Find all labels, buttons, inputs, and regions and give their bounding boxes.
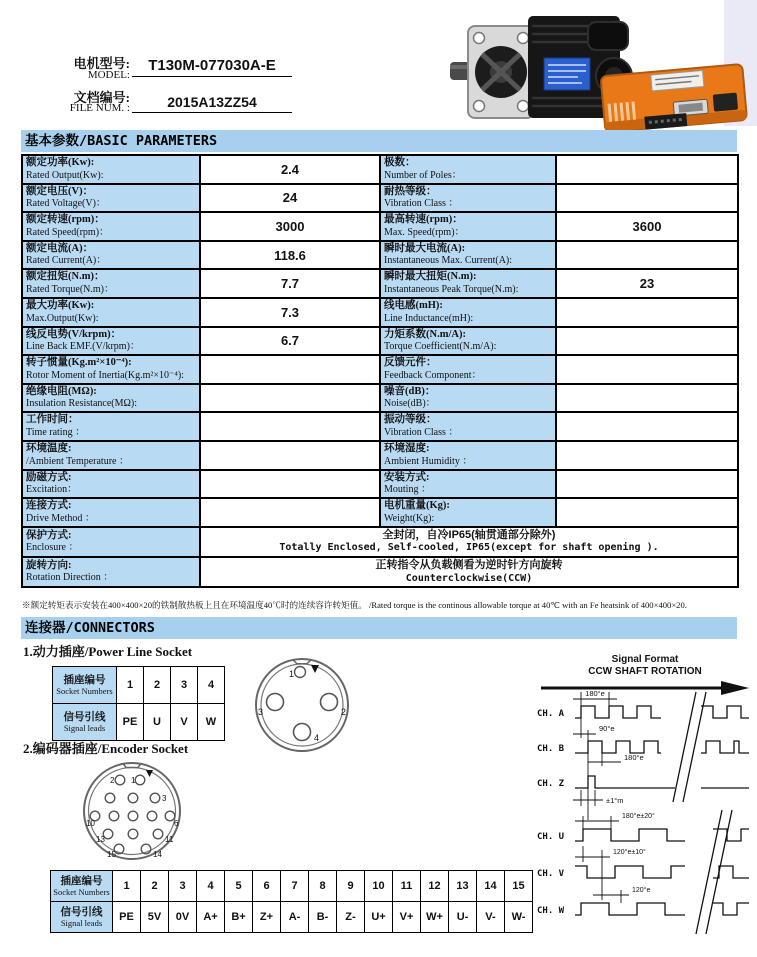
channel-label-v: CH. V [537,869,565,879]
param-span-row [22,557,738,587]
socket-number-cell: 3 [169,871,197,902]
param-value-right [556,384,738,413]
param-label-left: 线反电势(V/krpm)： Line Back EMF.(V/krpm)： [22,327,200,356]
signal-lead-cell: 0V [169,902,197,933]
param-value-right [556,412,738,441]
param-value-left [200,470,380,499]
param-value-right: 23 [556,269,738,298]
model-value: T130M-077030A-E [132,57,292,77]
encoder-pin-label-11: 11 [165,835,174,844]
param-row [22,269,738,298]
signal-lead-cell: U- [449,902,477,933]
socket-number-cell: 5 [225,871,253,902]
basic-parameters-body [22,155,738,587]
encoder-pin-label-6: 6 [174,819,179,828]
power-pin-label-4: 4 [314,733,320,743]
socket-number-cell: 3 [171,667,198,704]
socket-number-cell: 2 [144,667,171,704]
channel-label-z: CH. Z [537,779,565,789]
signal-lead-cell: B+ [225,902,253,933]
signal-lead-row [51,902,533,933]
socket-number-cell: 11 [393,871,421,902]
signal-lead-cell: B- [309,902,337,933]
signal-lead-cell: V+ [393,902,421,933]
param-label-right: 极数： Number of Poles： [380,155,556,184]
socket-number-cell: 4 [197,871,225,902]
socket-numbers-header: 插座编号 Socket Numbers [51,871,113,902]
signal-lead-cell: U+ [365,902,393,933]
section-connectors: 连接器/CONNECTORS [21,617,737,639]
socket-number-cell: 12 [421,871,449,902]
param-label-right: 力矩系数(N.m/A): Torque Coefficient(N.m/A): [380,327,556,356]
file-number-value: 2015A13ZZ54 [132,94,292,113]
footnote: ※额定转矩表示安装在400×400×20的铁制散热板上且在环境温度40℃时的连续容许转矩值。 /Rated torque is the continous allowable torque at 40℃ with an Fe heatsink of 400×400×20. [22,600,687,610]
socket-number-cell: 14 [477,871,505,902]
encoder-pin-label-1: 1 [131,776,136,785]
param-value-right [556,355,738,384]
signal-lead-cell: A- [281,902,309,933]
socket-number-cell: 7 [281,871,309,902]
channel-label-u: CH. U [537,832,565,842]
param-value-left: 7.3 [200,298,380,327]
param-value-left: 2.4 [200,155,380,184]
signal-lead-cell: Z+ [253,902,281,933]
param-label-left: 额定电流(A)： Rated Current(A)： [22,241,200,270]
param-value-right [556,241,738,270]
servo-driver-photo [595,50,755,138]
model-label-en: MODEL: [87,69,130,81]
param-value-left: 24 [200,184,380,213]
annotation-vw-phase: 120°e [632,887,651,894]
param-row [22,470,738,499]
socket-number-row [53,667,225,704]
signal-lead-cell: W [198,704,225,741]
power-pin-label-1: 1 [289,669,295,679]
param-label-left: 转子惯量(Kg.m²×10⁻⁴): Rotor Moment of Inertia(Kg.m²×10⁻⁴): [22,355,200,384]
file-label-zh: 文档编号: [73,90,130,105]
encoder-connector-diagram [78,758,188,862]
annotation-ab-phase: 90°e [599,724,615,733]
param-span-row [22,527,738,557]
param-value-left: 118.6 [200,241,380,270]
signal-leads-header: 信号引线 Signal leads [51,902,113,933]
param-value-right [556,298,738,327]
param-value-right [556,184,738,213]
param-row [22,412,738,441]
power-socket-title: 1.动力插座/Power Line Socket [23,644,193,659]
encoder-pin-label-14: 14 [153,850,162,859]
param-value-right [556,470,738,499]
param-row [22,441,738,470]
annotation-a-period: 180°e [585,689,605,698]
signal-leads-header: 信号引线 Signal leads [53,704,117,741]
param-row [22,298,738,327]
encoder-socket-table [50,870,533,933]
encoder-pin-label-3: 3 [162,794,167,803]
signal-lead-cell: Z- [337,902,365,933]
encoder-socket-body [51,871,533,933]
signal-lead-cell: 5V [141,902,169,933]
param-label-right: 最高转速(rpm)： Max. Speed(rpm)： [380,212,556,241]
param-row [22,241,738,270]
param-row [22,498,738,527]
param-row [22,184,738,213]
param-value-left [200,441,380,470]
socket-number-cell: 9 [337,871,365,902]
socket-numbers-header: 插座编号 Socket Numbers [53,667,117,704]
annotation-z-width: ±1°m [606,796,624,805]
param-value-left [200,384,380,413]
socket-number-cell: 13 [449,871,477,902]
param-value-right [556,155,738,184]
param-value-right: 3600 [556,212,738,241]
power-connector-diagram [245,655,361,757]
param-row [22,155,738,184]
model-label-zh: 电机型号: [73,56,130,71]
annotation-u-width: 180°e±20° [622,813,655,820]
param-label-left: 额定电压(V)： Rated Voltage(V)： [22,184,200,213]
param-label-right: 振动等级： Vibration Class ： [380,412,556,441]
param-value-left [200,498,380,527]
encoder-pin-label-10: 10 [86,819,95,828]
file-label-en: FILE NUM. : [69,102,130,114]
encoder-pin-label-13: 13 [96,835,105,844]
basic-parameters-table [21,154,739,588]
signal-title-1: Signal Format [611,654,679,665]
socket-number-cell: 15 [505,871,533,902]
param-label-left: 环境温度: /Ambient Temperature ： [22,441,200,470]
socket-number-row [51,871,533,902]
param-row [22,355,738,384]
param-label-right: 环境湿度: Ambient Humidity ： [380,441,556,470]
signal-lead-cell: PE [113,902,141,933]
annotation-uv-phase: 120°e±10° [613,849,646,856]
param-label-right: 线电感(mH): Line Inductance(mH): [380,298,556,327]
param-label-left: 绝缘电阻(MΩ): Insulation Resistance(MΩ): [22,384,200,413]
signal-lead-cell: A+ [197,902,225,933]
annotation-b-period: 180°e [624,753,644,762]
param-value-right [556,327,738,356]
encoder-socket-title: 2.编码器插座/Encoder Socket [23,741,189,756]
rotation-arrow [721,681,749,695]
param-label-right: 瞬时最大扭矩(N.m): Instantaneous Peak Torque(N.m): [380,269,556,298]
encoder-pin-label-2: 2 [110,776,115,785]
socket-number-cell: 10 [365,871,393,902]
section-basic-parameters: 基本参数/BASIC PARAMETERS [21,130,737,152]
param-label-right: 耐热等级： Vibration Class ： [380,184,556,213]
signal-lead-cell: PE [117,704,144,741]
power-pin-label-2: 2 [341,707,347,717]
socket-number-cell: 8 [309,871,337,902]
param-row [22,212,738,241]
param-label-left: 连接方式: Drive Method ： [22,498,200,527]
channel-label-a: CH. A [537,709,565,719]
param-label-right: 反馈元件： Feedback Component： [380,355,556,384]
param-value-left [200,355,380,384]
param-label-left: 最大功率(Kw): Max.Output(Kw): [22,298,200,327]
socket-number-cell: 2 [141,871,169,902]
signal-format-diagram [533,650,757,950]
param-span-value: 全封闭，自冷IP65(轴贯通部分除外) Totally Enclosed, Self-cooled, IP65(except for shaft opening ). [200,527,738,557]
param-label-left: 保护方式: Enclosure ： [22,527,200,557]
param-label-right: 电机重量(Kg): Weight(Kg): [380,498,556,527]
param-label-left: 励磁方式: Excitation： [22,470,200,499]
param-label-left: 额定转速(rpm)： Rated Speed(rpm)： [22,212,200,241]
param-label-left: 旋转方向: Rotation Direction ： [22,557,200,587]
param-label-left: 额定扭矩(N.m)： Rated Torque(N.m)： [22,269,200,298]
param-row [22,384,738,413]
param-value-left [200,412,380,441]
param-label-right: 瞬时最大电流(A): Instantaneous Max. Current(A): [380,241,556,270]
param-value-left: 7.7 [200,269,380,298]
param-value-right [556,441,738,470]
socket-number-cell: 1 [117,667,144,704]
param-value-left: 6.7 [200,327,380,356]
socket-number-cell: 1 [113,871,141,902]
channel-label-w: CH. W [537,906,565,916]
power-socket-table [52,666,225,741]
param-label-left: 额定功率(Kw): Rated Output(Kw): [22,155,200,184]
signal-lead-cell: W- [505,902,533,933]
signal-lead-cell: W+ [421,902,449,933]
socket-number-cell: 6 [253,871,281,902]
signal-lead-cell: V [171,704,198,741]
signal-lead-cell: U [144,704,171,741]
signal-lead-cell: V- [477,902,505,933]
channel-label-b: CH. B [537,744,565,754]
param-value-left: 3000 [200,212,380,241]
param-label-right: 安装方式: Mouting ： [380,470,556,499]
param-value-right [556,498,738,527]
encoder-pin-label-15: 15 [107,850,116,859]
param-label-right: 噪音(dB)： Noise(dB)： [380,384,556,413]
power-socket-body [53,667,225,741]
param-row [22,327,738,356]
socket-number-cell: 4 [198,667,225,704]
param-label-left: 工作时间： Time rating ： [22,412,200,441]
signal-lead-row [53,704,225,741]
param-span-value: 正转指令从负载侧看为逆时针方向旋转 Counterclockwise(CCW) [200,557,738,587]
signal-title-2: CCW SHAFT ROTATION [588,666,702,677]
power-pin-label-3: 3 [258,707,264,717]
